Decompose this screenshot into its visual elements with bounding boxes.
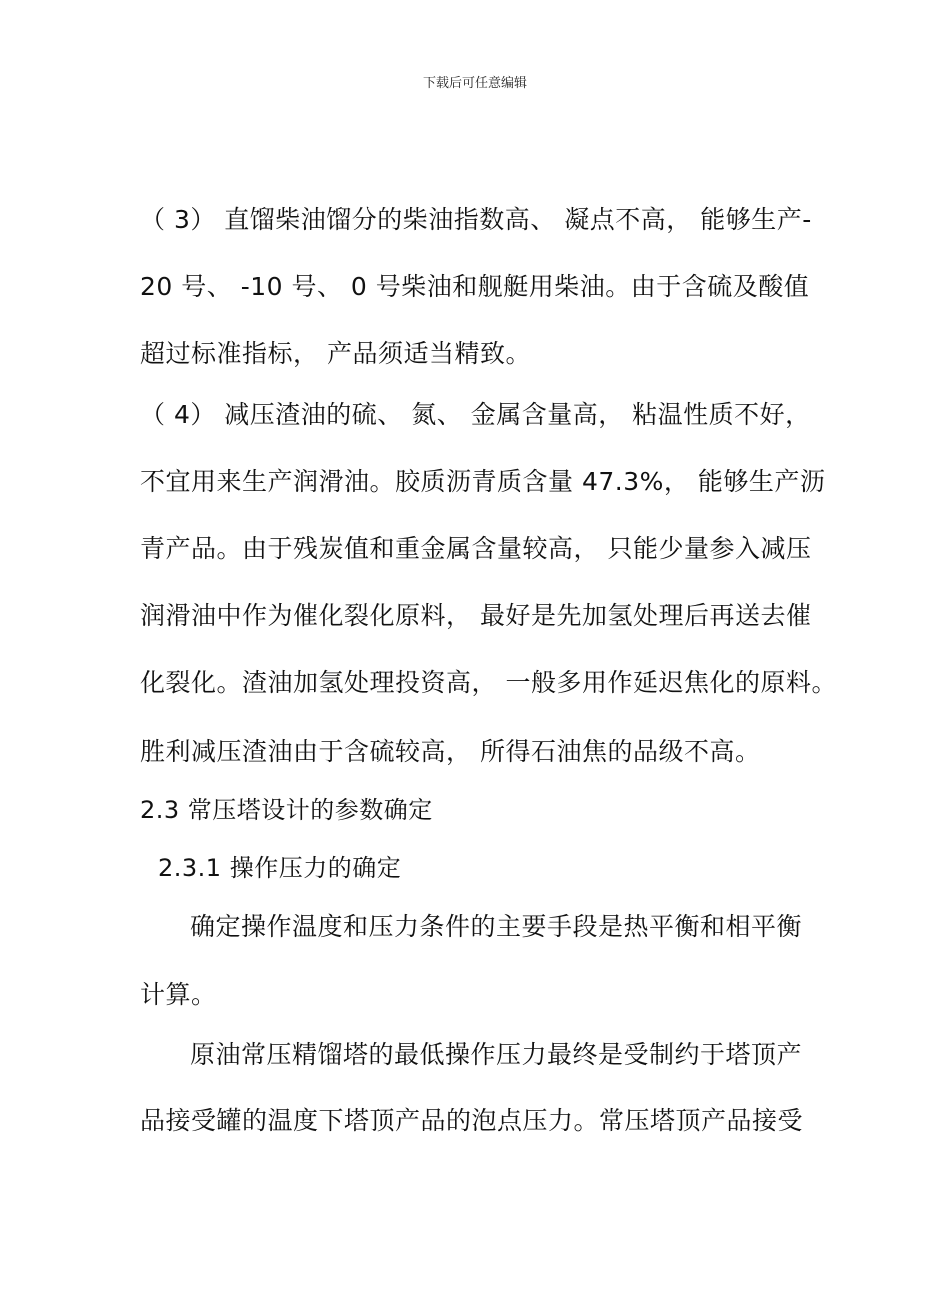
paragraph-line: 青产品。由于残炭值和重金属含量较高， 只能少量参入减压: [140, 534, 812, 563]
paragraph-line: 计算。: [140, 980, 217, 1009]
subsection-heading: 2.3.1 操作压力的确定: [158, 854, 402, 882]
paragraph-line: 品接受罐的温度下塔顶产品的泡点压力。常压塔顶产品接受: [140, 1106, 804, 1135]
paragraph-line: 润滑油中作为催化裂化原料， 最好是先加氢处理后再送去催: [140, 601, 812, 630]
paragraph-line: 原油常压精馏塔的最低操作压力最终是受制约于塔顶产: [190, 1040, 803, 1069]
paragraph-line: （ 4） 减压渣油的硫、 氮、 金属含量高， 粘温性质不好，: [140, 400, 811, 429]
section-heading: 2.3 常压塔设计的参数确定: [140, 796, 433, 824]
page-header: 下载后可任意编辑: [422, 76, 527, 91]
paragraph-line: 不宜用来生产润滑油。胶质沥青质含量 47.3%， 能够生产沥: [140, 467, 826, 496]
paragraph-line: 超过标准指标， 产品须适当精致。: [140, 339, 531, 368]
paragraph-line: 20 号、 -10 号、 0 号柴油和舰艇用柴油。由于含硫及酸值: [140, 272, 810, 301]
paragraph-line: 化裂化。渣油加氢处理投资高， 一般多用作延迟焦化的原料。: [140, 668, 837, 697]
paragraph-line: 确定操作温度和压力条件的主要手段是热平衡和相平衡: [190, 912, 803, 941]
paragraph-line: （ 3） 直馏柴油馏分的柴油指数高、 凝点不高， 能够生产-: [140, 205, 812, 234]
paragraph-line: 胜利减压渣油由于含硫较高， 所得石油焦的品级不高。: [140, 737, 761, 766]
